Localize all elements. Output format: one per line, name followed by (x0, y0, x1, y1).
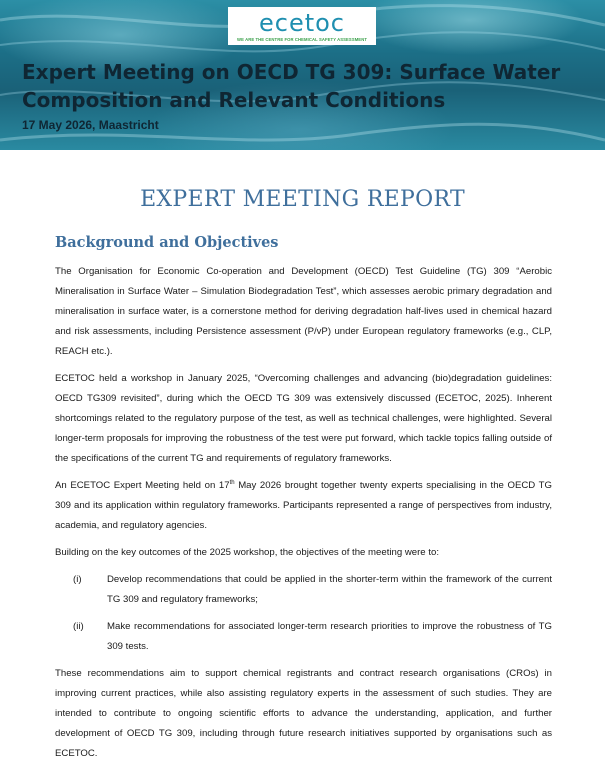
section-heading: Background and Objectives (55, 234, 279, 251)
logo-wordmark: ecetoc (258, 8, 345, 37)
list-item (55, 570, 552, 610)
ordinal-suffix: th (229, 479, 235, 486)
logo-tagline: WE ARE THE CENTRE FOR CHEMICAL SAFETY ASSESSMENT (237, 36, 367, 42)
paragraph-5: These recommendations aim to support chemical registrants and contract research organisations (CROs) in improving current practices, while also assisting regulatory experts in the assessment of such studies. They are intended to contribute to ongoing scientific efforts to advance the understanding, application, and further development of OECD TG 309, including through future research initiatives supported by organisations such as ECETOC. (55, 668, 552, 759)
list-item-text: Make recommendations for associated longer-term research priorities to improve the robustness of TG 309 tests. (107, 621, 552, 652)
meeting-date: 17 May 2026, Maastricht (22, 118, 159, 132)
report-title: EXPERT MEETING REPORT (140, 187, 465, 212)
paragraph-3-end: May 2026 brought together twenty experts specialising in the OECD TG 309 and its application within regulatory frameworks. Participants represented a range of perspectives from industry, academia, and regulatory agencies. (55, 480, 552, 531)
meeting-title: Expert Meeting on OECD TG 309: Surface Water Composition and Relevant Conditions (22, 60, 561, 112)
paragraph-4: Building on the key outcomes of the 2025 workshop, the objectives of the meeting were to: (55, 547, 439, 558)
paragraph-1: The Organisation for Economic Co-operation and Development (OECD) Test Guideline (TG) 309 “Aerobic Mineralisation in Surface Water – Simulation Biodegradation Test”, which assesses aerobic primary degradation and mineralisation in surface water, is a cornerstone method for deriving degradation half-lives used in chemical hazard and risk assessments, including Persistence assessment (P/vP) under European regulatory frameworks (e.g., CLP, REACH etc.). (55, 266, 552, 357)
header-banner (0, 0, 605, 150)
objectives-list (55, 570, 552, 657)
list-item-text: Develop recommendations that could be applied in the shorter-term within the framework of the current TG 309 and regulatory frameworks; (107, 574, 552, 605)
ecetoc-logo (228, 7, 376, 45)
list-item-number: (i) (73, 574, 82, 585)
list-item (55, 617, 552, 657)
paragraph-3 (55, 476, 552, 536)
list-item-number: (ii) (73, 621, 84, 632)
report-body (55, 262, 552, 771)
paragraph-2: ECETOC held a workshop in January 2025, “Overcoming challenges and advancing (bio)degradation guidelines: OECD TG309 revisited”, during which the OECD TG 309 was extensively discussed (ECETOC, 2025). Inherent shortcomings related to the regulatory purpose of the test, as well as technical challenges, were highlighted. Several longer-term proposals for improving the robustness of the test were put forward, which tackle topics falling outside of the specifications of the current TG and requirements of regulatory frameworks. (55, 373, 552, 464)
paragraph-3-start: An ECETOC Expert Meeting held on 17 (55, 480, 230, 491)
